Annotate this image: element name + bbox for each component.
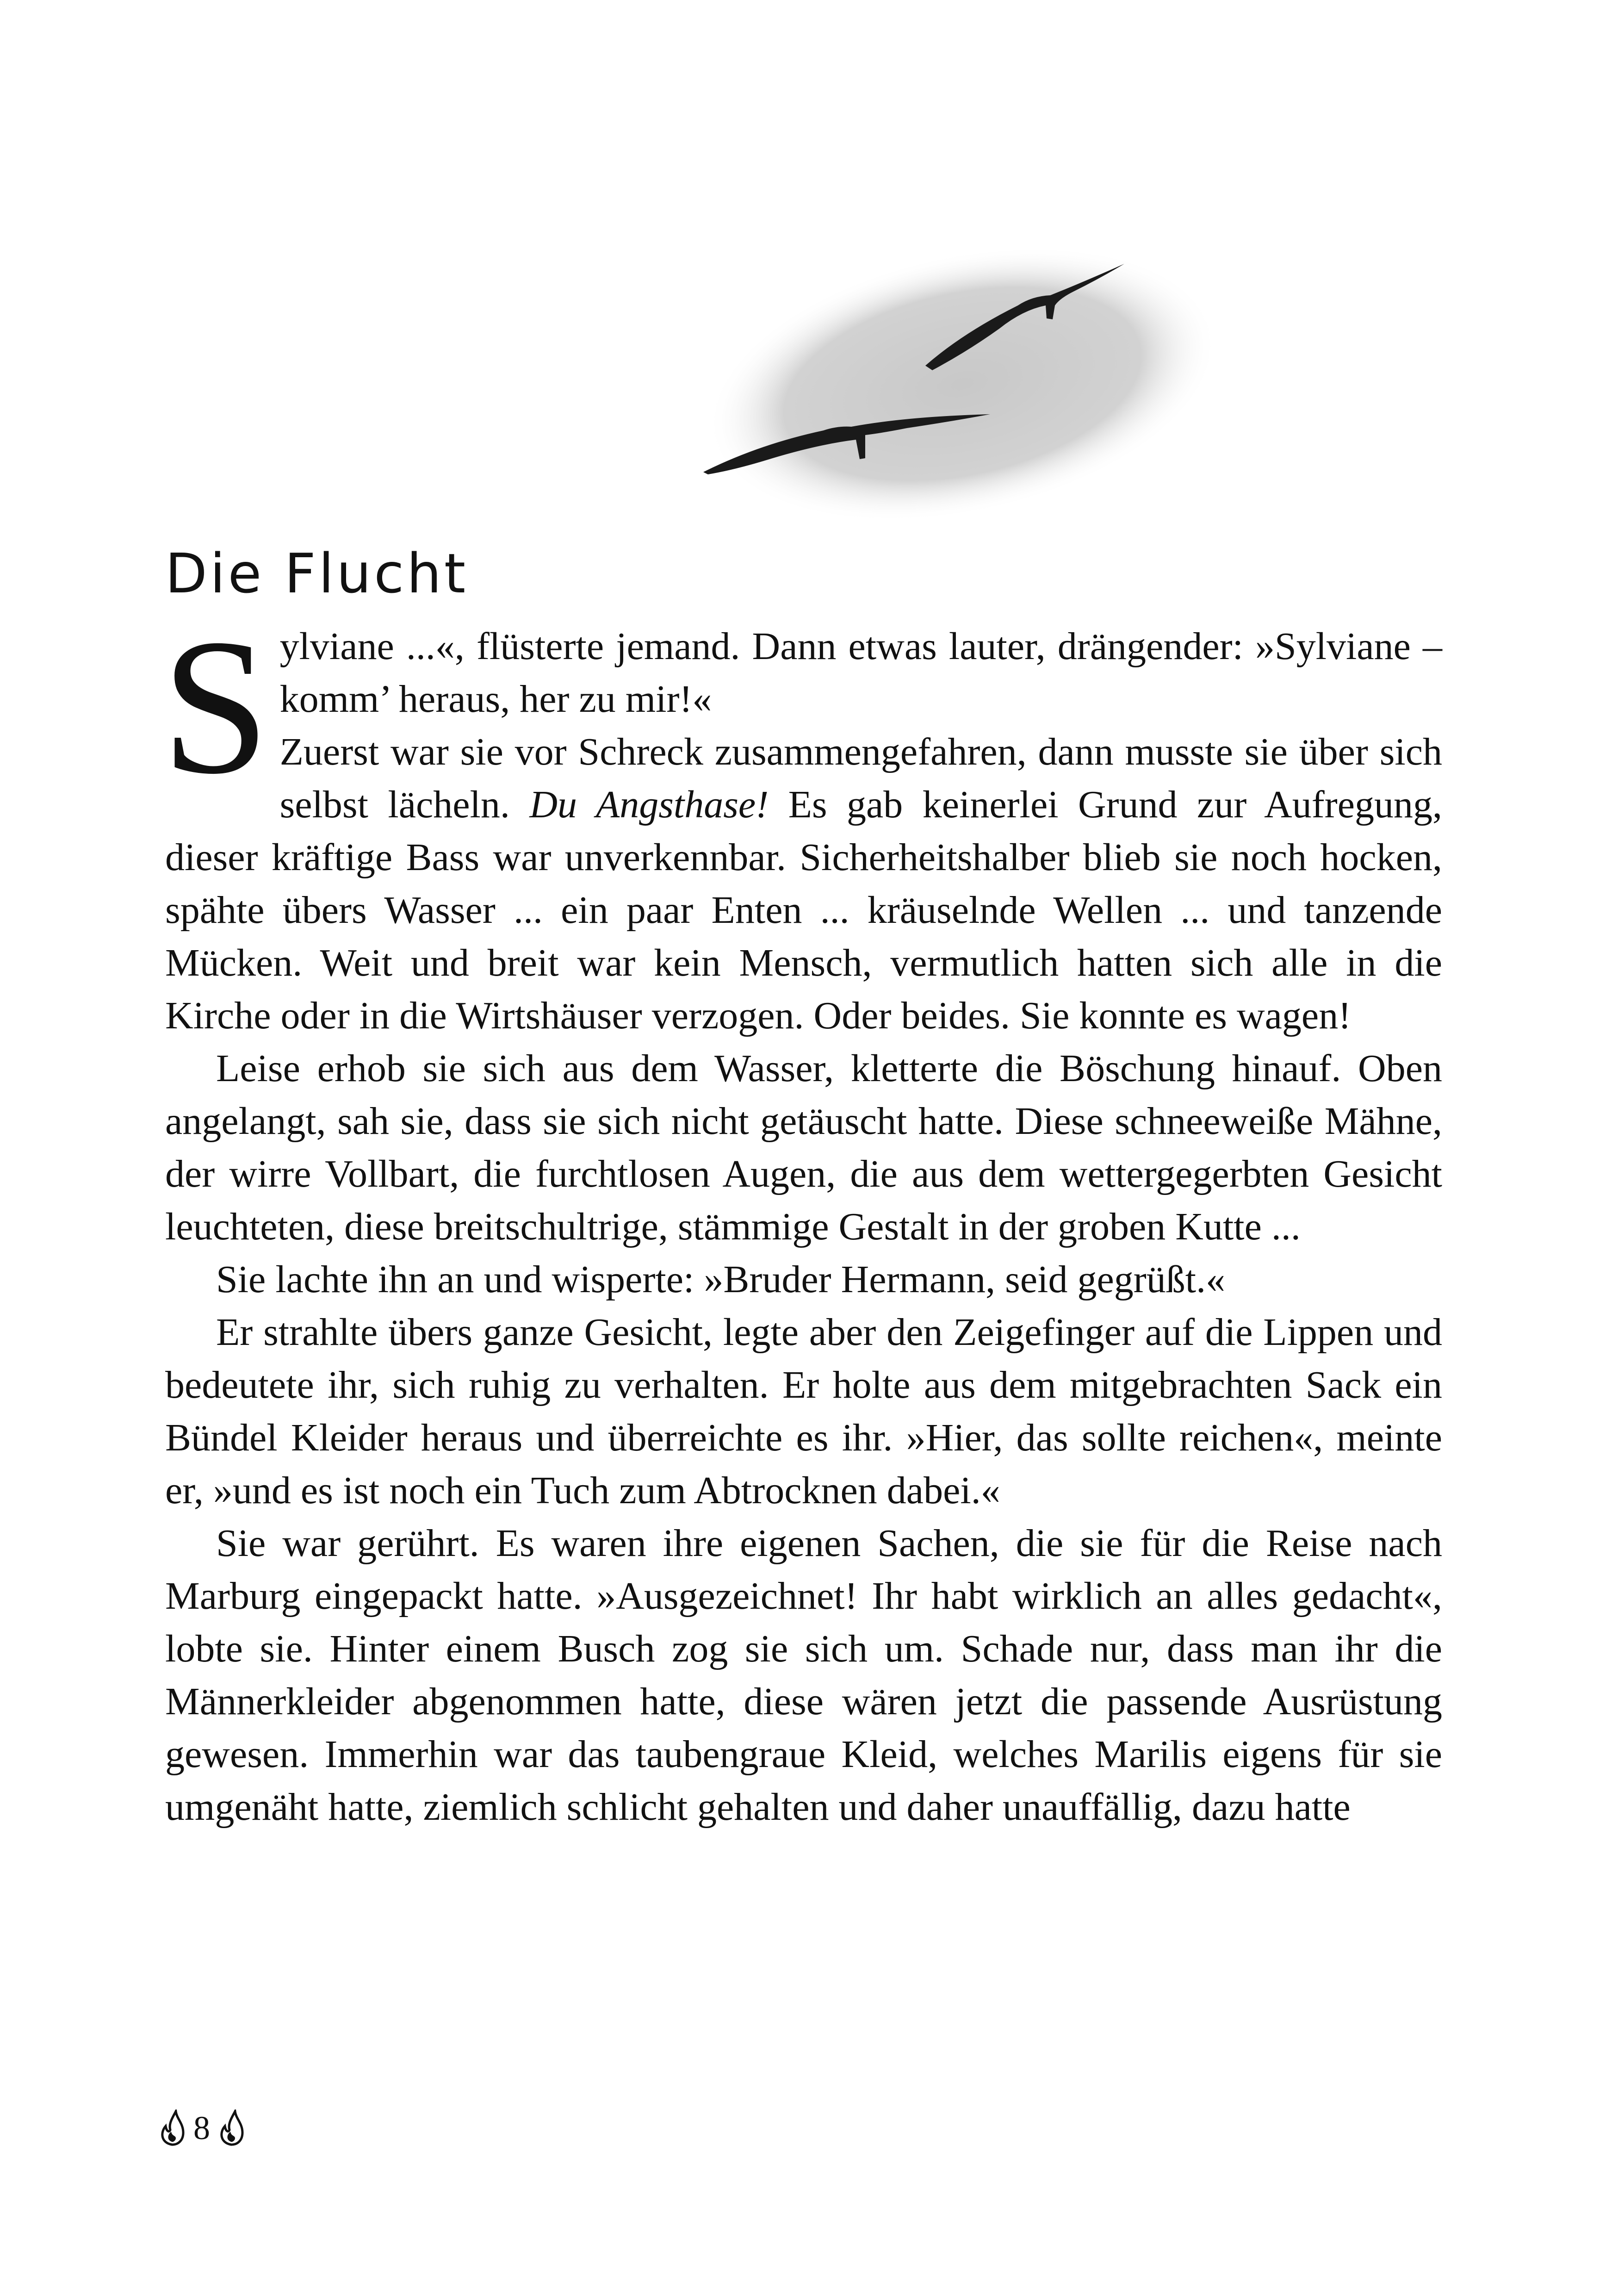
flame-ornament-icon [157,2109,187,2147]
paragraph: Sie lachte ihn an und wisperte: »Bruder Hermann, seid gegrüßt.« [216,1258,1226,1301]
paragraph: Leise erhob sie sich aus dem Wasser, kletterte die Böschung hinauf. Oben angelangt, sah sie, dass sie sich nicht getäuscht hatte. Diese schneeweiße Mähne, der wirre Vollbart, die furchtlosen Augen, die aus dem wettergegerbten Gesicht leuchteten, diese breitschultrige, stämmige Gestalt in der groben Kutte ... [165,1047,1442,1248]
paragraph: Sie war gerührt. Es waren ihre eigenen Sachen, die sie für die Reise nach Marburg eingepackt hatte. »Ausgezeichnet! Ihr habt wirklich an alles gedacht«, lobte sie. Hinter einem Busch zog sie sich um. Schade nur, dass man ihr die Männerkleider abgenommen hatte, diese wären jetzt die passende Ausrüstung gewesen. Immerhin war das taubengraue Kleid, welches Marilis eigens für sie umgenäht hatte, ziemlich schlicht gehalten und daher unauffällig, dazu hatte [165,1522,1442,1829]
flame-ornament-icon [217,2109,246,2147]
drop-cap: S [161,599,270,814]
page-footer [157,2105,246,2151]
two-birds-flying-icon [666,241,1240,537]
page-number: 8 [193,2109,210,2147]
chapter-title: Die Flucht [165,541,469,605]
paragraph: Sylviane ...«, flüsterte jemand. Dann etwas lauter, drängender: »Sylviane – komm’ heraus, her zu mir!« [161,599,1442,814]
paragraph: Er strahlte übers ganze Gesicht, legte aber den Zeigefinger auf die Lippen und bedeutete ihr, sich ruhig zu verhalten. Er holte aus dem mitgebrachten Sack ein Bündel Kleider heraus und überreichte es ihr. »Hier, das sollte reichen«, meinte er, »und es ist noch ein Tuch zum Abtrocknen dabei.« [165,1311,1442,1512]
italic-thought: Du Angsthase! [529,783,769,826]
paragraph: Zuerst war sie vor Schreck zusammengefahren, dann musste sie über sich selbst lächeln. Du Angsthase! Es gab keinerlei Grund zur Aufregung, dieser kräftige Bass war unverkennbar. Sicherheitshalber blieb sie noch hocken, spähte übers Wasser ... ein paar Enten ... kräuselnde Wellen ... und tanzende Mücken. Weit und breit war kein Mensch, vermutlich hatten sich alle in die Kirche oder in die Wirtshäuser verzogen. Oder beides. Sie konnte es wagen! [165,730,1442,1037]
body-text [161,599,1442,1834]
